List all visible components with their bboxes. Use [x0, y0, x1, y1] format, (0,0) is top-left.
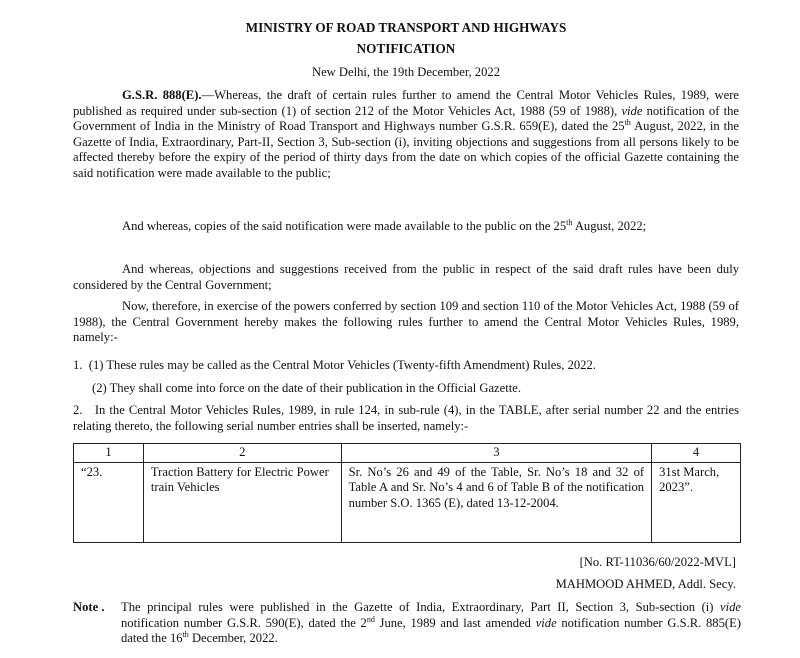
file-number: [No. RT-11036/60/2022-MVL]	[579, 555, 736, 569]
amendment-table	[73, 443, 741, 543]
notification-heading: NOTIFICATION	[356, 41, 456, 56]
whereas-objections-paragraph: And whereas, objections and suggestions received from the public in respect of the said draft rules have been duly considered by the Central Government;	[73, 262, 739, 292]
whereas-copies-paragraph: And whereas, copies of the said notification were made available to the public on the 25th August, 2022;	[122, 217, 647, 233]
rule-1-1: 1. (1) These rules may be called as the Central Motor Vehicles (Twenty-fifth Amendment) Rules, 2022.	[73, 358, 596, 372]
standard-cell: Sr. No’s 26 and 49 of the Table, Sr. No’s 18 and 32 of Table A and Sr. No’s 4 and 6 of Table B of the notification number S.O. 1365 (E), dated 13-12-2004.	[341, 462, 651, 542]
note-label: Note .	[73, 600, 105, 614]
column-header: 1	[74, 444, 144, 463]
date-cell: 31st March, 2023”.	[652, 462, 741, 542]
serial-cell: “23.	[74, 462, 144, 542]
item-cell: Traction Battery for Electric Power train Vehicles	[143, 462, 341, 542]
table-row	[74, 462, 741, 542]
preamble-paragraph: G.S.R. 888(E).—Whereas, the draft of certain rules further to amend the Central Motor Vehicles Rules, 1989, were published as required under sub-section (1) of section 212 of the Motor Vehicles Act, 1988 (59 of 1988), vide notification of the Government of India in the Ministry of Road Transport and Highways number G.S.R. 659(E), dated the 25th August, 2022, in the Gazette of India, Extraordinary, Part-II, Section 3, Sub-section (i), inviting objections and suggestions from all persons likely to be affected thereby before the expiry of the period of thirty days from the date on which copies of the official Gazette containing the said notification were made available to the public;	[73, 88, 739, 180]
gsr-number: G.S.R. 888(E).	[122, 88, 202, 102]
place-date: New Delhi, the 19th December, 2022	[312, 65, 500, 79]
rule-2: 2. In the Central Motor Vehicles Rules, 1989, in rule 124, in sub-rule (4), in the TABLE, after serial number 22 and the entries relating thereto, the following serial number entries shall be inserted, namely:-	[73, 403, 739, 433]
column-header: 4	[652, 444, 741, 463]
column-header: 3	[341, 444, 651, 463]
note-text: The principal rules were published in the Gazette of India, Extraordinary, Part II, Section 3, Sub-section (i) vide notification number G.S.R. 590(E), dated the 2nd June, 1989 and last amended vide notification number G.S.R. 885(E) dated the 16th December, 2022.	[121, 600, 741, 645]
enacting-paragraph: Now, therefore, in exercise of the powers conferred by section 109 and section 110 of the Motor Vehicles Act, 1988 (59 of 1988), the Central Government hereby makes the following rules further to amend the Central Motor Vehicles Rules, 1989, namely:-	[73, 299, 739, 344]
rule-1-2: (2) They shall come into force on the date of their publication in the Official Gazette.	[92, 381, 521, 395]
table-header-row	[74, 444, 741, 463]
ministry-heading: MINISTRY OF ROAD TRANSPORT AND HIGHWAYS	[245, 20, 567, 35]
column-header: 2	[143, 444, 341, 463]
signatory: MAHMOOD AHMED, Addl. Secy.	[555, 577, 736, 591]
